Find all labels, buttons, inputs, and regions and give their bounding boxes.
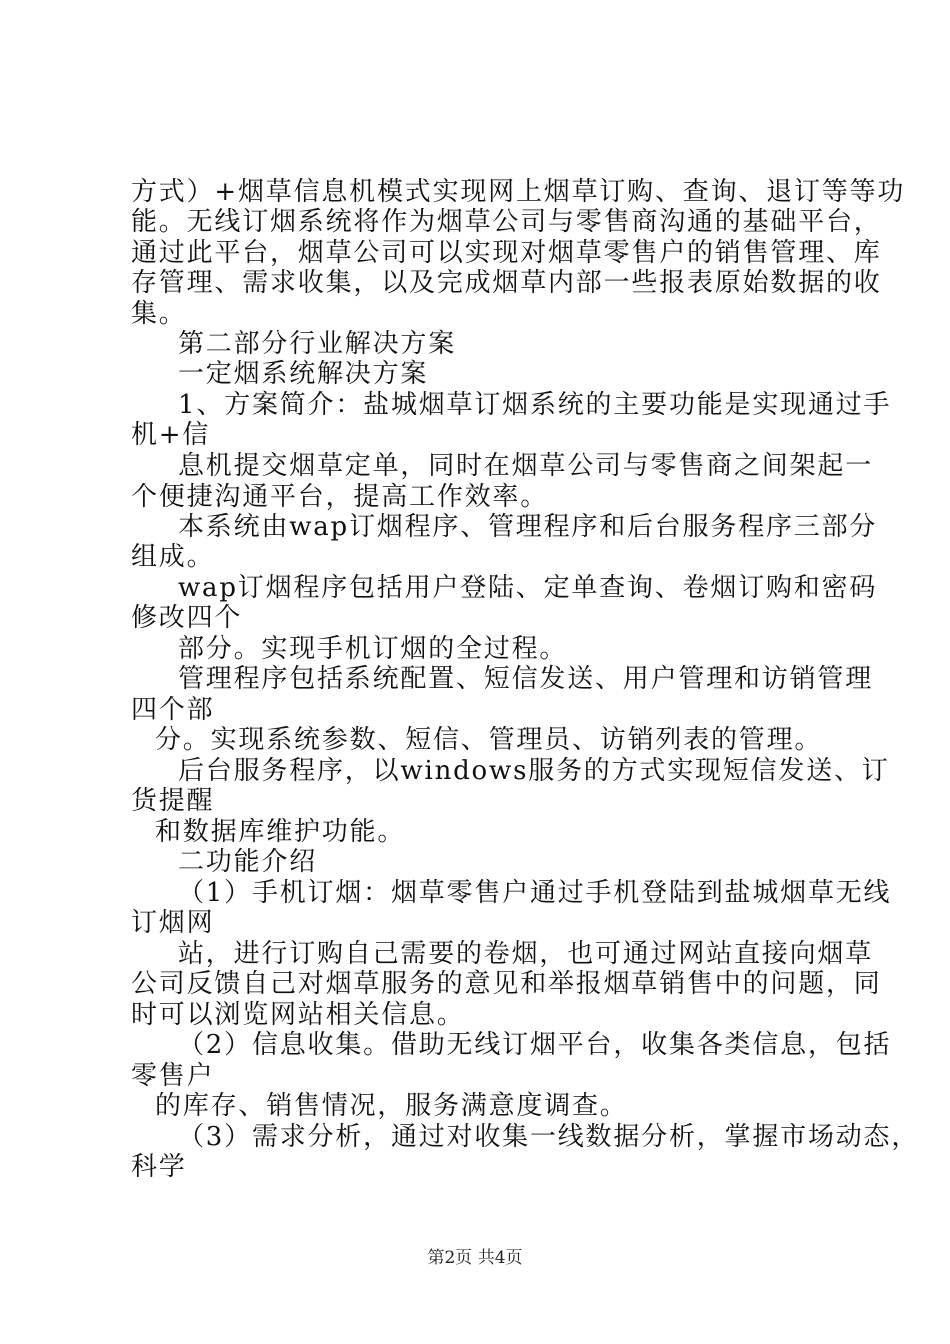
- text-line: 1、方案简介：盐城烟草订烟系统的主要功能是实现通过手: [178, 390, 892, 420]
- text-line: 后台服务程序，以windows服务的方式实现短信发送、订: [178, 756, 890, 786]
- text-line: 部分。实现手机订烟的全过程。: [178, 634, 568, 664]
- text-line: （3）需求分析，通过对收集一线数据分析，掌握市场动态，: [178, 1122, 920, 1152]
- text-line: wap订烟程序包括用户登陆、定单查询、卷烟订购和密码: [178, 573, 878, 603]
- text-line: 科学: [131, 1152, 187, 1182]
- text-line: 和数据库维护功能。: [155, 817, 406, 847]
- text-line: 集。: [131, 299, 187, 329]
- text-line: 机+信: [131, 420, 211, 450]
- text-line: 零售户: [131, 1061, 215, 1091]
- text-line: 存管理、需求收集，以及完成烟草内部一些报表原始数据的收: [131, 268, 882, 298]
- subsection-heading: 二功能介绍: [178, 847, 318, 877]
- text-line: 的库存、销售情况，服务满意度调查。: [155, 1091, 628, 1121]
- text-line: 方式）+烟草信息机模式实现网上烟草订购、查询、退订等等功: [131, 177, 906, 207]
- text-line: （2）信息收集。借助无线订烟平台，收集各类信息，包括: [178, 1030, 892, 1060]
- text-line: 通过此平台，烟草公司可以实现对烟草零售户的销售管理、库: [131, 238, 882, 268]
- text-line: 站，进行订购自己需要的卷烟，也可通过网站直接向烟草: [178, 939, 874, 969]
- text-line: （1）手机订烟：烟草零售户通过手机登陆到盐城烟草无线: [178, 878, 892, 908]
- text-line: 四个部: [131, 695, 215, 725]
- text-line: 订烟网: [131, 908, 215, 938]
- text-line: 修改四个: [131, 603, 243, 633]
- text-line: 管理程序包括系统配置、短信发送、用户管理和访销管理: [178, 664, 874, 694]
- text-line: 本系统由wap订烟程序、管理程序和后台服务程序三部分: [178, 512, 878, 542]
- text-line: 个便捷沟通平台，提高工作效率。: [131, 482, 549, 512]
- text-line: 组成。: [131, 542, 215, 572]
- text-line: 时可以浏览网站相关信息。: [131, 1000, 465, 1030]
- text-line: 分。实现系统参数、短信、管理员、访销列表的管理。: [155, 725, 823, 755]
- page-footer: 第2页 共4页: [427, 1248, 523, 1268]
- text-line: 货提醒: [131, 786, 215, 816]
- text-line: 公司反馈自己对烟草服务的意见和举报烟草销售中的问题，同: [131, 969, 882, 999]
- text-line: 息机提交烟草定单，同时在烟草公司与零售商之间架起一: [178, 451, 874, 481]
- section-heading: 第二部分行业解决方案: [178, 329, 457, 359]
- text-line: 能。无线订烟系统将作为烟草公司与零售商沟通的基础平台，: [131, 207, 882, 237]
- subsection-heading: 一定烟系统解决方案: [178, 359, 429, 389]
